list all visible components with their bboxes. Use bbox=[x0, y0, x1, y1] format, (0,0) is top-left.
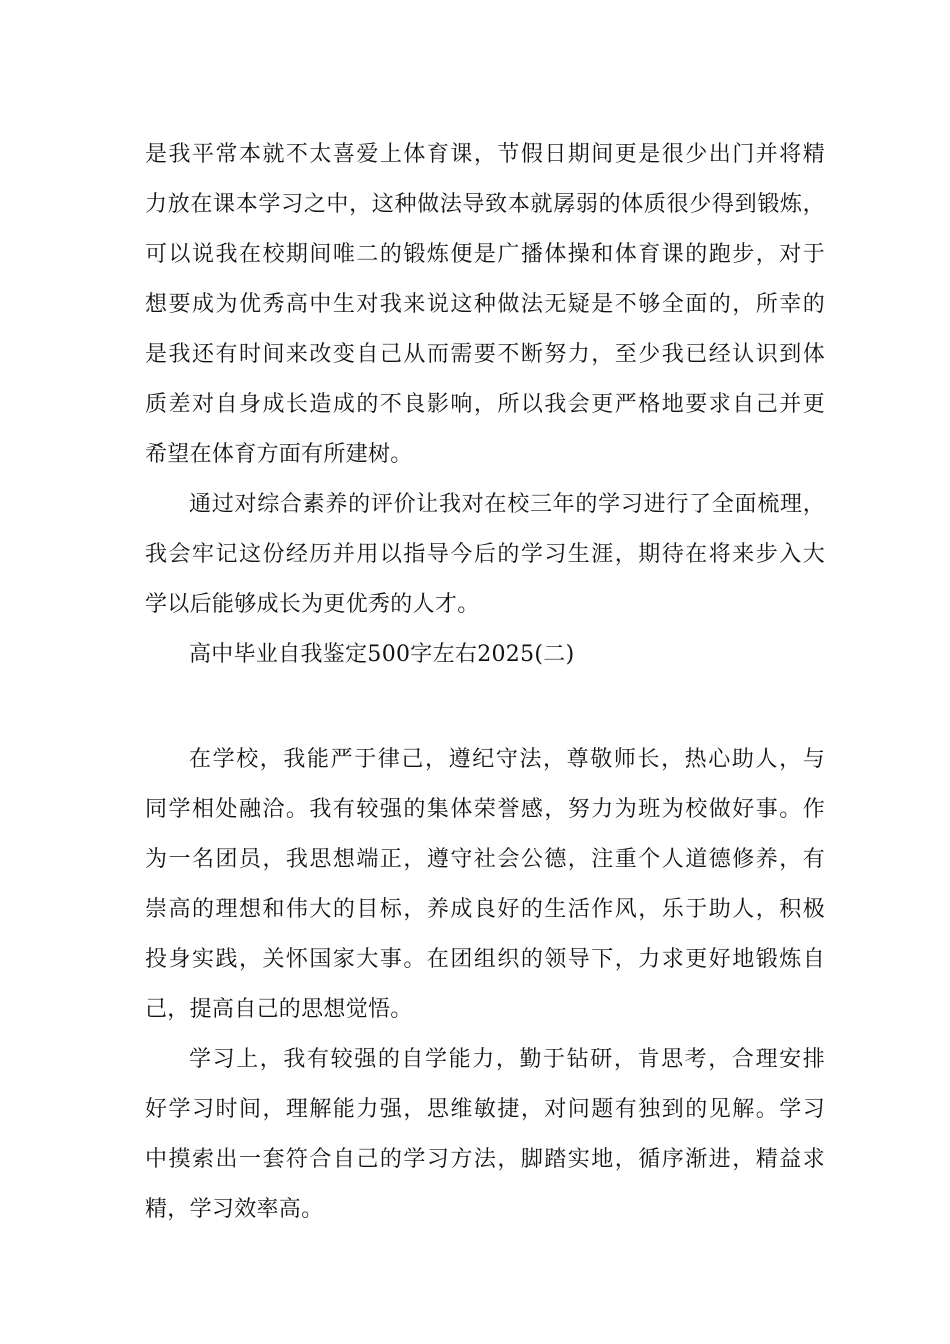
paragraph-line: 通过对综合素养的评价让我对在校三年的学习进行了全面梳理， bbox=[189, 492, 825, 517]
paragraph-line: 己，提高自己的思想觉悟。 bbox=[145, 997, 413, 1022]
blank-gap bbox=[145, 680, 825, 735]
paragraph-line: 中摸索出一套符合自己的学习方法，脚踏实地，循序渐进，精益求 bbox=[145, 1147, 825, 1172]
paragraph-line: 我会牢记这份经历并用以指导今后的学习生涯，期待在将来步入大 bbox=[145, 542, 825, 567]
paragraph-line: 是我还有时间来改变自己从而需要不断努力，至少我已经认识到体 bbox=[145, 342, 825, 367]
paragraph-line: 同学相处融洽。我有较强的集体荣誉感，努力为班为校做好事。作 bbox=[145, 797, 825, 822]
paragraph-line: 在学校，我能严于律己，遵纪守法，尊敬师长，热心助人，与 bbox=[189, 747, 825, 772]
paragraph-line: 投身实践，关怀国家大事。在团组织的领导下，力求更好地锻炼自 bbox=[145, 947, 825, 972]
paragraph-conduct bbox=[145, 735, 825, 1035]
paragraph-line: 好学习时间，理解能力强，思维敏捷，对问题有独到的见解。学习 bbox=[145, 1097, 825, 1122]
paragraph-line: 学以后能够成长为更优秀的人才。 bbox=[145, 592, 480, 617]
paragraph-line: 质差对自身成长造成的不良影响，所以我会更严格地要求自己并更 bbox=[145, 392, 825, 417]
paragraph-line: 想要成为优秀高中生对我来说这种做法无疑是不够全面的，所幸的 bbox=[145, 292, 825, 317]
paragraph-continued bbox=[145, 130, 825, 480]
document-body bbox=[145, 130, 825, 1235]
paragraph-study bbox=[145, 1035, 825, 1235]
paragraph-line: 力放在课本学习之中，这种做法导致本就孱弱的体质很少得到锻炼， bbox=[145, 192, 825, 217]
paragraph-line: 是我平常本就不太喜爱上体育课，节假日期间更是很少出门并将精 bbox=[145, 142, 825, 167]
section-title: 高中毕业自我鉴定500字左右2025(二) bbox=[189, 642, 575, 667]
paragraph-summary bbox=[145, 480, 825, 630]
paragraph-line: 学习上，我有较强的自学能力，勤于钻研，肯思考，合理安排 bbox=[189, 1047, 825, 1072]
paragraph-line: 可以说我在校期间唯二的锻炼便是广播体操和体育课的跑步，对于 bbox=[145, 242, 825, 267]
paragraph-line: 为一名团员，我思想端正，遵守社会公德，注重个人道德修养，有 bbox=[145, 847, 825, 872]
paragraph-line: 崇高的理想和伟大的目标，养成良好的生活作风，乐于助人，积极 bbox=[145, 897, 825, 922]
paragraph-line: 希望在体育方面有所建树。 bbox=[145, 442, 413, 467]
paragraph-line: 精，学习效率高。 bbox=[145, 1197, 324, 1222]
